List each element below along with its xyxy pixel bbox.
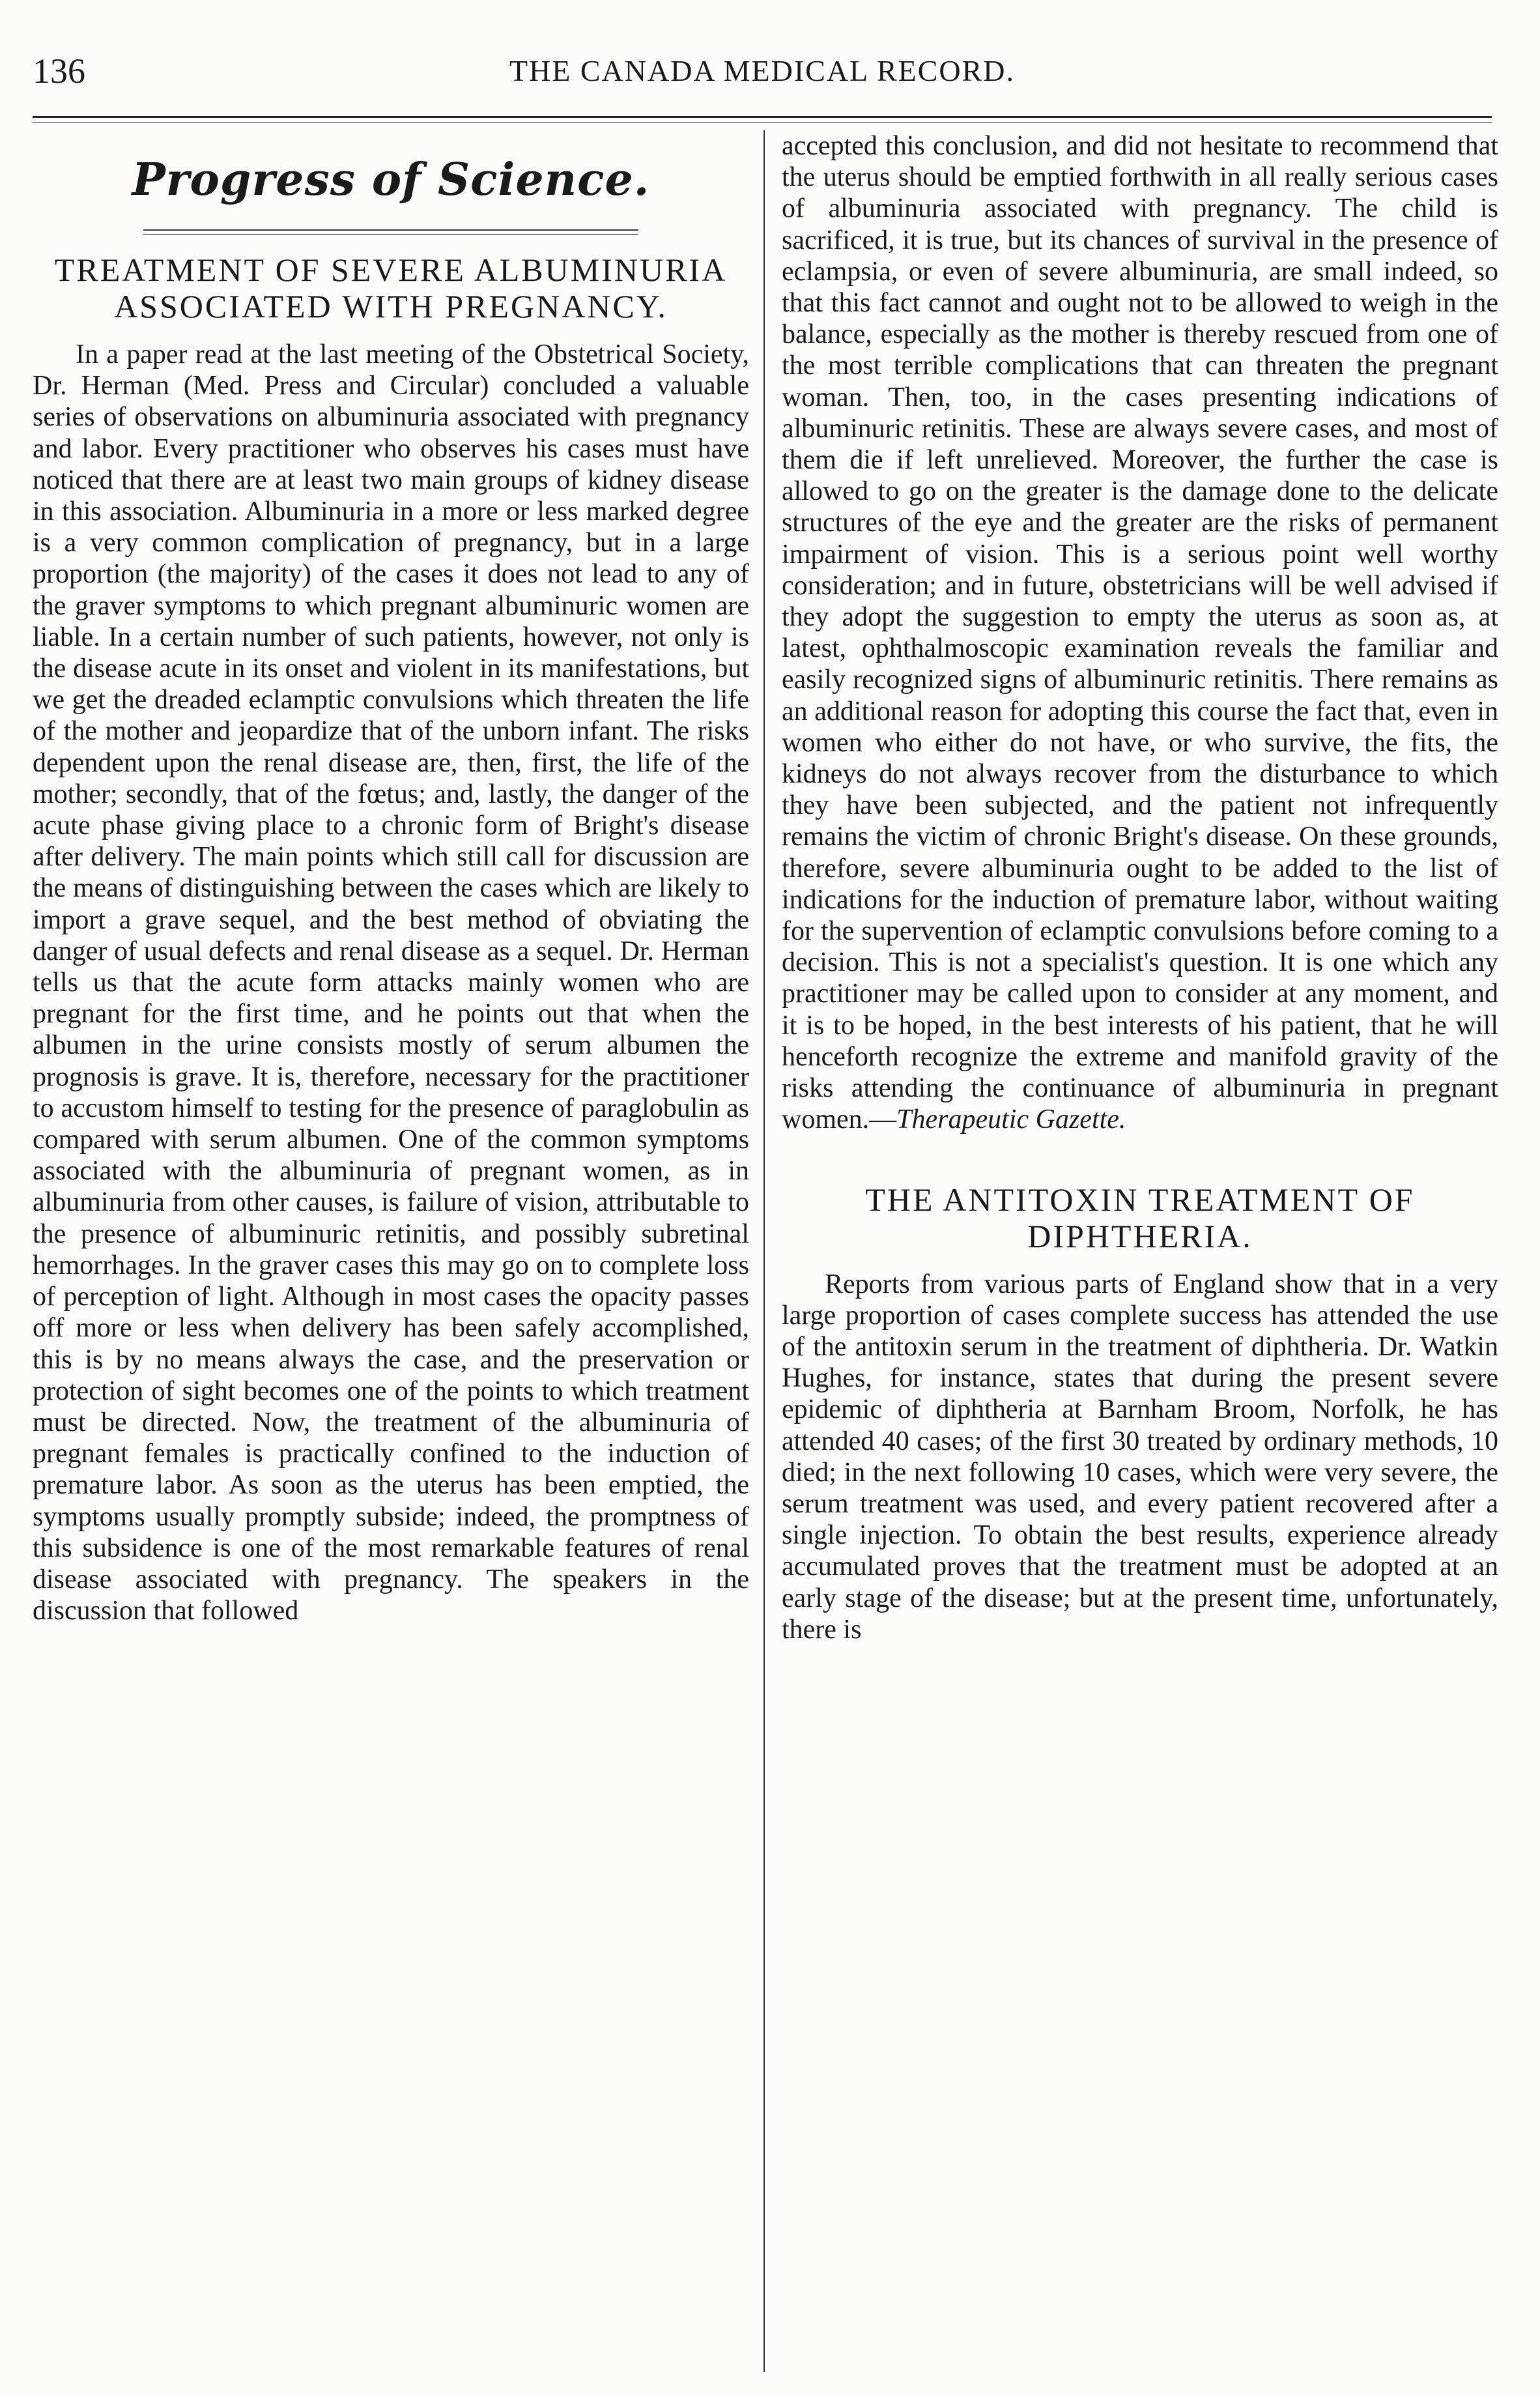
article-source: Therapeutic Gazette.	[896, 1104, 1126, 1135]
article-body-right	[782, 130, 1498, 1136]
left-column	[33, 130, 749, 1626]
article2-body: Reports from various parts of England show that in a very large proportion of cases complete success has attended the use of the antitoxin serum in the treatment of diphtheria. Dr. Watkin Hughes, for instance, states that during the present severe epidemic of diphtheria at Barnham Broom, Norfolk, he has attended 40 cases; of the first 30 treated by ordinary methods, 10 died; in the next following 10 cases, which were very severe, the serum treatment was used, and every patient recovered after a single injection. To obtain the best results, experience already accumulated proves that the treatment must be adopted at an early stage of the disease; but at the present time, unfortunately, there is	[782, 1269, 1498, 1645]
page-header	[33, 51, 1492, 109]
journal-title: THE CANADA MEDICAL RECORD.	[509, 54, 1016, 87]
column-divider	[763, 130, 765, 2372]
article2-title: THE ANTITOXIN TREATMENT OF DIPHTHERIA.	[865, 1181, 1415, 1254]
right-column	[782, 130, 1498, 1645]
article-body-left: In a paper read at the last meeting of the Obstetrical Society, Dr. Herman (Med. Press and Circular) concluded a valuable series of observations on albuminuria associated with pregnancy and labor. Every practitioner who observes his cases must have noticed that there are at least two main groups of kidney disease in this association. Albuminuria in a more or less marked degree is a very common complication of pregnancy, but in a large proportion (the majority) of the cases it does not lead to any of the graver symptoms to which pregnant albuminuric women are liable. In a certain number of such patients, however, not only is the disease acute in its onset and violent in its manifestations, but we get the dreaded eclamptic convulsions which threaten the life of the mother and jeopardize that of the unborn infant. The risks dependent upon the renal disease are, then, first, the life of the mother; secondly, that of the fœtus; and, lastly, the danger of the acute phase giving place to a chronic form of Bright's disease after delivery. The main points which still call for discussion are the means of distinguishing between the cases which are likely to import a grave sequel, and the best method of obviating the danger of usual defects and renal disease as a sequel. Dr. Herman tells us that the acute form attacks mainly women who are pregnant for the first time, and he points out that when the albumen in the urine consists mostly of serum albumen the prognosis is grave. It is, therefore, necessary for the practitioner to accustom himself to testing for the presence of paraglobulin as compared with serum albumen. One of the common symptoms associated with the albuminuria of pregnant women, as in albuminuria from other causes, is failure of vision, attributable to the presence of albuminuric retinitis, and possibly subretinal hemorrhages. In the graver cases this may go on to complete loss of perception of light. Although in most cases the opacity passes off more or less when delivery has been safely accomplished, this is by no means always the case, and the preservation or protection of sight becomes one of the points to which treatment must be directed. Now, the treatment of the albuminuria of pregnant females is practically confined to the induction of premature labor. As soon as the uterus has been emptied, the symptoms usually promptly subside; indeed, the promptness of this subsidence is one of the most remarkable features of renal disease associated with pregnancy. The speakers in the discussion that followed	[33, 339, 749, 1626]
header-rule	[33, 116, 1492, 118]
article-title: TREATMENT OF SEVERE ALBUMINURIA ASSOCIATED WITH PREGNANCY.	[54, 252, 728, 324]
page-number: 136	[33, 51, 85, 91]
section-heading: Progress of Science.	[132, 154, 650, 206]
article-body-continued: accepted this conclusion, and did not hesitate to recommend that the uterus should be emptied forthwith in all really serious cases of albuminuria associated with pregnancy. The child is sacrificed, it is true, but its chances of survival in the presence of eclampsia, or even of severe albuminuria, are small indeed, so that this fact cannot and ought not to be allowed to weigh in the balance, especially as the mother is thereby rescued from one of the most terrible complications that can threaten the pregnant woman. Then, too, in the cases presenting indications of albuminuric retinitis. These are always severe cases, and most of them die if left unrelieved. Moreover, the further the case is allowed to go on the greater is the damage done to the delicate structures of the eye and the greater are the risks of permanent impairment of vision. This is a serious point well worthy consideration; and in future, obstetricians will be well advised if they adopt the suggestion to empty the uterus as soon as, at latest, ophthalmoscopic examination reveals the familiar and easily recognized signs of albuminuric retinitis. There remains as an additional reason for adopting this course the fact that, even in women who either do not have, or who survive, the fits, the kidneys do not always recover from the disturbance to which they have been subjected, and the patient not infrequently remains the victim of chronic Bright's disease. On these grounds, therefore, severe albuminuria ought to be added to the list of indications for the induction of premature labor, without waiting for the supervention of eclamptic convulsions before coming to a decision. This is not a specialist's question. It is one which any practitioner may be called upon to consider at any moment, and it is to be hoped, in the best interests of his patient, that he will henceforth recognize the extreme and manifold gravity of the risks attending the continuance of albuminuria in pregnant women.—	[782, 131, 1498, 1135]
section-rule	[143, 229, 638, 235]
